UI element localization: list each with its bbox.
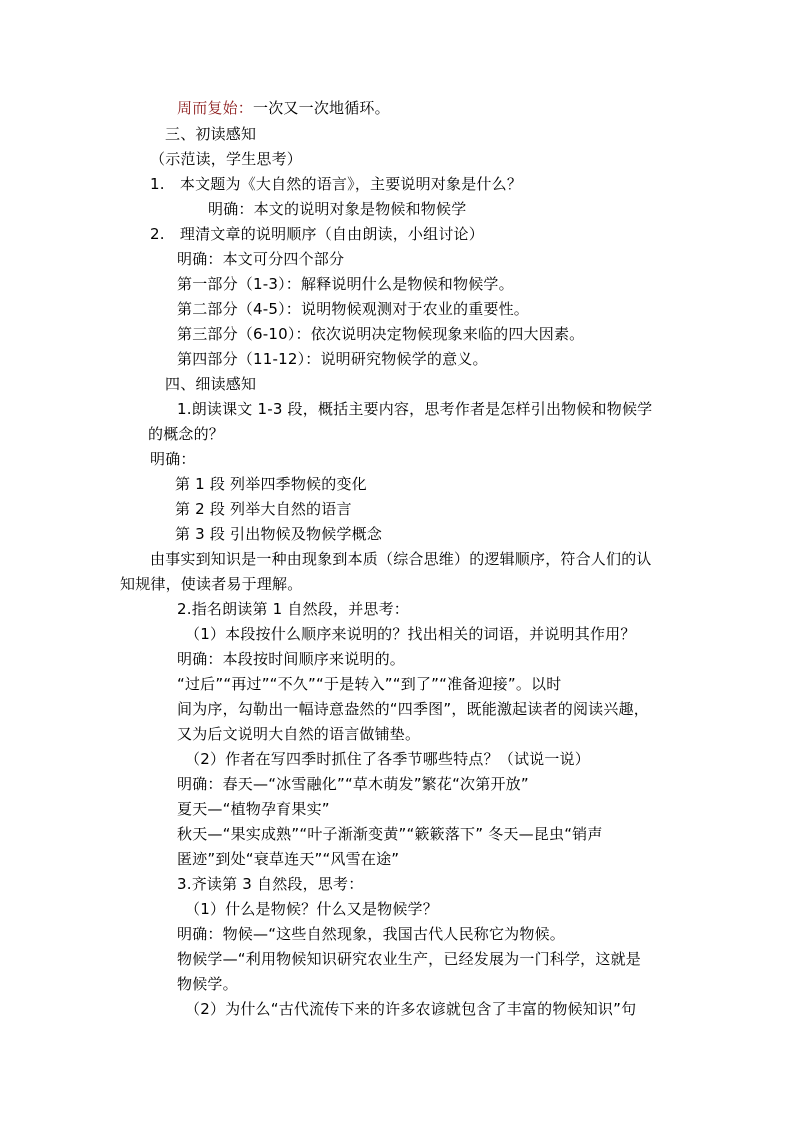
task-2: 2.指名朗读第 1 自然段，并思考： [177,600,409,618]
paragraph-2-note: 第 2 段 列举大自然的语言 [175,500,352,518]
summary-line-1: 由事实到知识是一种由现象到本质（综合思维）的逻辑顺序，符合人们的认 [150,550,652,568]
spring-answer: 明确：春天—“冰雪融化”“草木萌发”繁花“次第开放” [177,775,529,793]
question-2: 2. 理清文章的说明顺序（自由朗读，小组讨论） [150,225,484,243]
text-line-1 [177,98,390,118]
answer-2: 明确：本文可分四个部分 [177,250,345,268]
sub-question-4: （2）为什么“古代流传下来的许多农谚就包含了丰富的物候知识”句 [185,1000,637,1018]
phenology-def: 物候学—“利用物候知识研究农业生产，已经发展为一门科学，这就是 [177,950,641,968]
part-3: 第三部分（6-10）：依次说明决定物候现象来临的四大因素。 [177,325,585,343]
quote-line-2: 间为序，勾勒出一幅诗意盎然的“四季图”，既能激起读者的阅读兴趣， [177,700,649,718]
term-highlight: 周而复始： [177,99,254,117]
sub-question-1: （1）本段按什么顺序来说明的？找出相关的词语，并说明其作用？ [185,625,636,643]
paragraph-1-note: 第 1 段 列举四季物候的变化 [175,475,367,493]
task-1: 1.朗读课文 1-3 段，概括主要内容，思考作者是怎样引出物候和物候学 [177,400,653,418]
summer-answer: 夏天—“植物孕育果实” [177,800,330,818]
section-heading-3: 三、初读感知 [165,125,257,143]
answer-label: 明确： [150,450,196,468]
question-1: 1. 本文题为《大自然的语言》，主要说明对象是什么？ [150,175,523,193]
part-4: 第四部分（11-12）：说明研究物候学的意义。 [177,350,488,368]
task-1-cont: 的概念的？ [148,425,225,443]
autumn-winter-answer: 秋天—“果实成熟”“叶子渐渐变黄”“簌簌落下” 冬天—昆虫“销声 [177,825,603,843]
task-3: 3.齐读第 3 自然段，思考： [177,875,364,893]
summary-line-2: 知规律，使读者易于理解。 [120,575,303,593]
sub-question-2: （2）作者在写四季时抓住了各季节哪些特点？（试说一说） [185,750,590,768]
answer-1: 明确：本文的说明对象是物候和物候学 [208,200,467,218]
line-text: 一次又一次地循环。 [253,99,390,117]
phenology-def-cont: 物候学。 [177,975,238,993]
part-2: 第二部分（4-5）：说明物候观测对于农业的重要性。 [177,300,530,318]
section-heading-4: 四、细读感知 [165,375,257,393]
text-line-3: （示范读，学生思考） [150,150,303,168]
part-1: 第一部分（1-3）：解释说明什么是物候和物候学。 [177,275,514,293]
winter-answer-cont: 匿迹”到处“衰草连天”“风雪在途” [177,850,400,868]
sub-answer-3: 明确：物候—“这些自然现象，我国古代人民称它为物候。 [177,925,565,943]
quote-line-3: 又为后文说明大自然的语言做铺垫。 [177,725,421,743]
sub-question-3: （1）什么是物候？什么又是物候学？ [185,900,438,918]
sub-answer-1: 明确：本段按时间顺序来说明的。 [177,650,406,668]
paragraph-3-note: 第 3 段 引出物候及物候学概念 [175,525,383,543]
quote-line-1: “过后”“再过”“不久”“于是转入”“到了”“准备迎接”。以时 [177,675,562,693]
